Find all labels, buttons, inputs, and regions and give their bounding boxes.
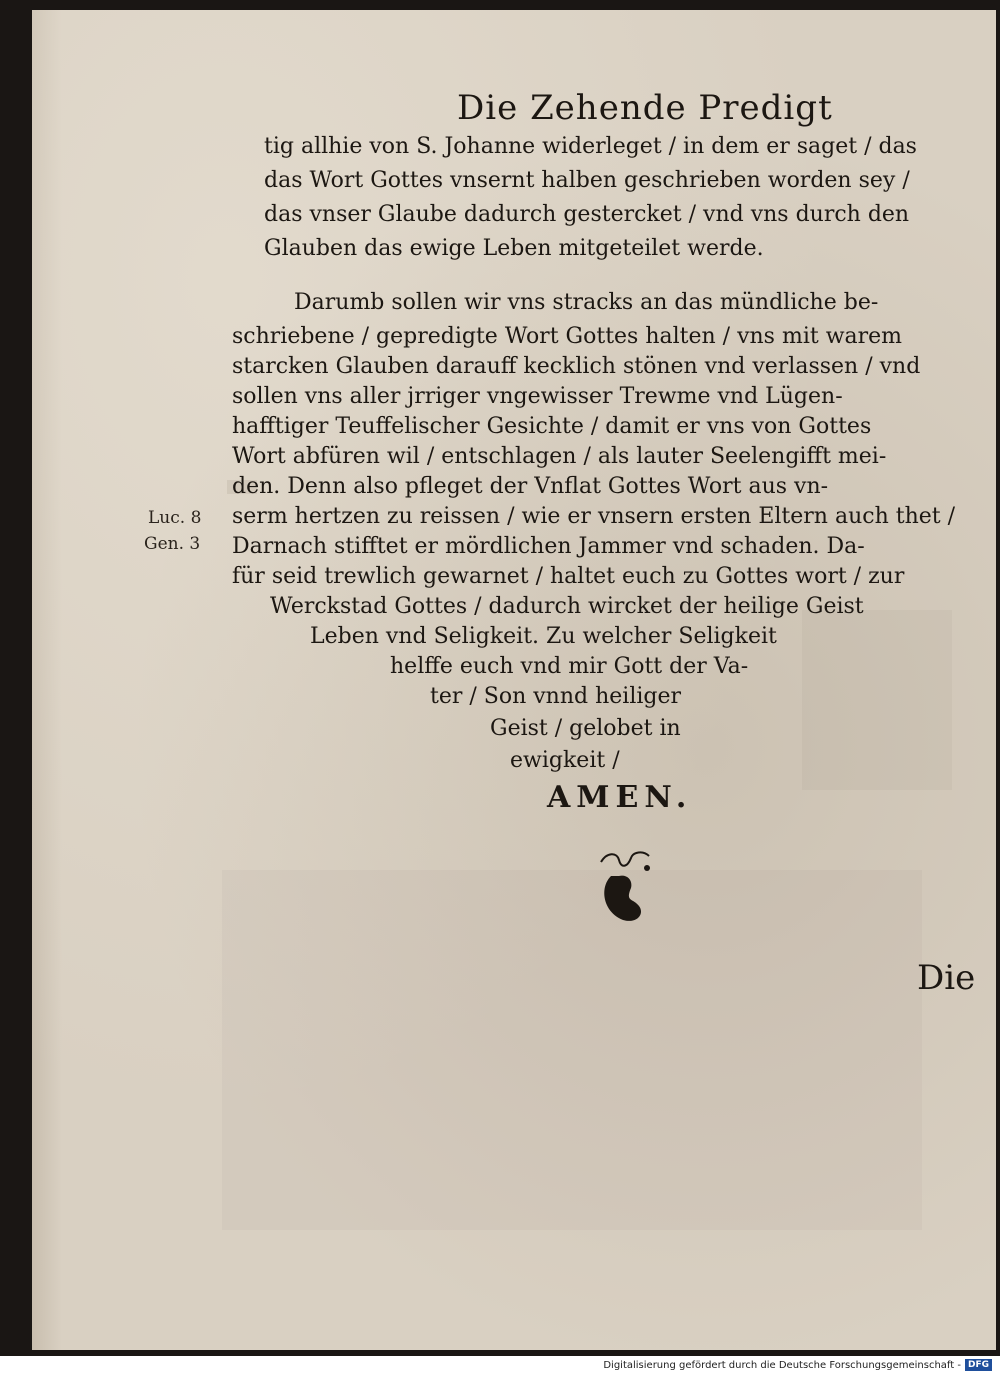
text-line: für seid trewlich gewarnet / haltet euch zu Gottes wort / zur	[232, 564, 905, 589]
attribution-text: Digitalisierung gefördert durch die Deutsche Forschungsgemeinschaft -	[603, 1359, 961, 1371]
text-line: sollen vns aller jrriger vngewisser Trewme vnd Lügen-	[232, 384, 843, 409]
text-line: tig allhie von S. Johanne widerleget / in dem er saget / das	[264, 134, 917, 159]
text-line: ewigkeit /	[510, 748, 620, 773]
margin-note-gen: Gen. 3	[144, 534, 201, 554]
text-line: Darnach stifftet er mördlichen Jammer vnd schaden. Da-	[232, 534, 865, 559]
leaf-ornament-icon	[597, 848, 653, 928]
text-line: serm hertzen zu reissen / wie er vnsern ersten Eltern auch thet /	[232, 504, 956, 529]
margin-note-luc: Luc. 8	[148, 508, 202, 528]
book-page	[32, 10, 996, 1350]
bleed-through-area-lower	[222, 870, 922, 1230]
text-line: helffe euch vnd mir Gott der Va-	[390, 654, 749, 679]
text-line: das Wort Gottes vnsernt halben geschrieben worden sey /	[264, 168, 910, 193]
text-line: Glauben das ewige Leben mitgeteilet werde.	[264, 236, 764, 261]
dfg-logo: DFG	[965, 1359, 992, 1371]
amen-text: AMEN.	[547, 780, 693, 815]
attribution-footer	[603, 1358, 992, 1372]
text-line: das vnser Glaube dadurch gestercket / vnd vns durch den	[264, 202, 910, 227]
text-line: Darumb sollen wir vns stracks an das mündliche be-	[294, 290, 879, 315]
text-line: Wort abfüren wil / entschlagen / als lauter Seelengifft mei-	[232, 444, 887, 469]
text-line: starcken Glauben darauff kecklich stönen vnd verlassen / vnd	[232, 354, 921, 379]
text-line: Leben vnd Seligkeit. Zu welcher Seligkeit	[310, 624, 777, 649]
text-line: Geist / gelobet in	[490, 716, 681, 741]
text-line: ter / Son vnnd heiliger	[430, 684, 682, 709]
text-line: den. Denn also pfleget der Vnflat Gottes Wort aus vn-	[232, 474, 829, 499]
text-line: Werckstad Gottes / dadurch wircket der heilige Geist	[270, 594, 864, 619]
page-header: Die Zehende Predigt	[457, 88, 833, 128]
bleed-through-area	[802, 610, 952, 790]
text-line: schriebene / gepredigte Wort Gottes halten / vns mit warem	[232, 324, 903, 349]
catchword: Die	[917, 958, 976, 998]
text-line: hafftiger Teuffelischer Gesichte / damit er vns von Gottes	[232, 414, 872, 439]
